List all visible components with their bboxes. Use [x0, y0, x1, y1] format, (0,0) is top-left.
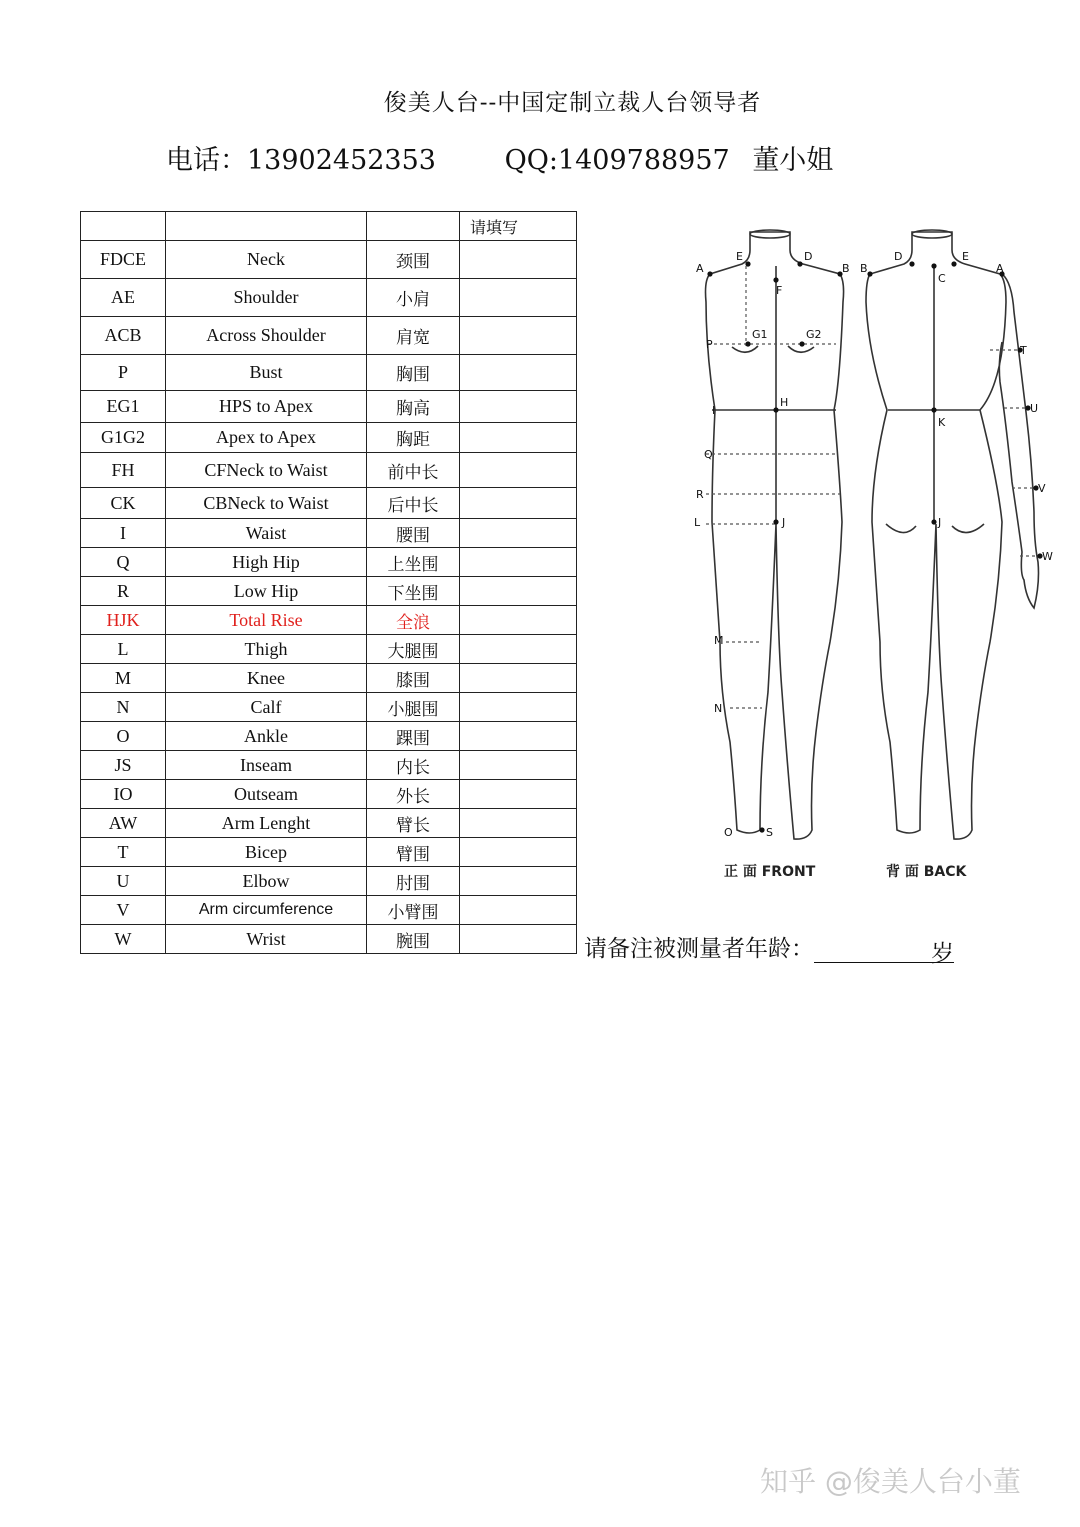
- english-cell: Calf: [166, 693, 367, 722]
- svg-text:F: F: [776, 284, 783, 297]
- english-cell: Outseam: [166, 780, 367, 809]
- fill-in-header: 请填写: [460, 212, 577, 241]
- chinese-cell: 胸高: [367, 391, 460, 423]
- table-row: [81, 925, 577, 954]
- fill-in-cell[interactable]: [460, 519, 577, 548]
- chinese-cell: 小肩: [367, 279, 460, 317]
- english-cell: Elbow: [166, 867, 367, 896]
- chinese-cell: 前中长: [367, 453, 460, 488]
- table-row: [81, 635, 577, 664]
- chinese-cell: 肩宽: [367, 317, 460, 355]
- table-row: [81, 693, 577, 722]
- english-cell: CFNeck to Waist: [166, 453, 367, 488]
- svg-text:S: S: [766, 826, 773, 839]
- chinese-cell: 臂围: [367, 838, 460, 867]
- fill-in-cell[interactable]: [460, 867, 577, 896]
- code-cell: FDCE: [81, 241, 166, 279]
- english-cell: Shoulder: [166, 279, 367, 317]
- chinese-cell: 内长: [367, 751, 460, 780]
- chinese-cell: 胸距: [367, 423, 460, 453]
- english-cell: Ankle: [166, 722, 367, 751]
- code-cell: IO: [81, 780, 166, 809]
- svg-text:R: R: [696, 488, 704, 501]
- code-cell: JS: [81, 751, 166, 780]
- code-cell: M: [81, 664, 166, 693]
- fill-in-cell[interactable]: [460, 664, 577, 693]
- code-cell: CK: [81, 488, 166, 519]
- fill-in-cell[interactable]: [460, 838, 577, 867]
- code-cell: O: [81, 722, 166, 751]
- svg-text:Q: Q: [704, 448, 713, 461]
- code-cell: N: [81, 693, 166, 722]
- svg-text:K: K: [938, 416, 946, 429]
- age-label: 请备注被测量者年龄：: [584, 936, 814, 962]
- fill-in-cell[interactable]: [460, 635, 577, 664]
- dress-form-diagram: [690, 222, 1062, 892]
- svg-text:O: O: [724, 826, 733, 839]
- code-cell: AW: [81, 809, 166, 838]
- code-cell: W: [81, 925, 166, 954]
- table-row: [81, 488, 577, 519]
- fill-in-cell[interactable]: [460, 606, 577, 635]
- table-row: [81, 453, 577, 488]
- table-row: [81, 896, 577, 925]
- svg-text:C: C: [938, 272, 946, 285]
- table-row: [81, 577, 577, 606]
- svg-text:U: U: [1030, 402, 1039, 415]
- table-row: [81, 355, 577, 391]
- fill-in-cell[interactable]: [460, 577, 577, 606]
- code-cell: P: [81, 355, 166, 391]
- svg-text:D: D: [894, 250, 903, 263]
- svg-text:D: D: [804, 250, 813, 263]
- svg-text:H: H: [780, 396, 789, 409]
- code-cell: FH: [81, 453, 166, 488]
- table-header-row: [81, 212, 577, 241]
- svg-text:B: B: [842, 262, 850, 275]
- fill-in-cell[interactable]: [460, 241, 577, 279]
- code-cell: Q: [81, 548, 166, 577]
- back-body-outline: [866, 232, 1006, 839]
- front-label: 正 面 FRONT: [724, 864, 816, 880]
- fill-in-cell[interactable]: [460, 751, 577, 780]
- svg-text:A: A: [696, 262, 704, 275]
- chinese-cell: 腰围: [367, 519, 460, 548]
- code-cell: HJK: [81, 606, 166, 635]
- english-cell: Arm circumference: [166, 896, 367, 925]
- code-cell: V: [81, 896, 166, 925]
- watermark: 知乎 @俊美人台小董: [760, 1465, 1021, 1498]
- chinese-cell: 外长: [367, 780, 460, 809]
- english-cell: Thigh: [166, 635, 367, 664]
- svg-text:G1: G1: [752, 328, 768, 341]
- fill-in-cell[interactable]: [460, 279, 577, 317]
- table-row: [81, 751, 577, 780]
- english-cell: Waist: [166, 519, 367, 548]
- table-row: [81, 423, 577, 453]
- code-cell: U: [81, 867, 166, 896]
- table-row: [81, 838, 577, 867]
- front-body-outline: [706, 232, 844, 839]
- svg-text:E: E: [736, 250, 743, 263]
- table-row: [81, 317, 577, 355]
- code-cell: L: [81, 635, 166, 664]
- fill-in-cell[interactable]: [460, 317, 577, 355]
- fill-in-cell[interactable]: [460, 423, 577, 453]
- code-cell: T: [81, 838, 166, 867]
- fill-in-cell[interactable]: [460, 780, 577, 809]
- svg-text:M: M: [714, 634, 724, 647]
- contact-name: 董小姐: [752, 145, 834, 176]
- page-title: 俊美人台--中国定制立裁人台领导者: [383, 90, 762, 116]
- svg-text:J: J: [782, 516, 786, 529]
- code-cell: AE: [81, 279, 166, 317]
- table-row: [81, 722, 577, 751]
- svg-text:P: P: [706, 338, 713, 351]
- svg-text:G2: G2: [806, 328, 822, 341]
- svg-text:B: B: [860, 262, 868, 275]
- english-cell: Neck: [166, 241, 367, 279]
- table-row: [81, 548, 577, 577]
- svg-text:L: L: [694, 516, 701, 529]
- measurement-table: [80, 211, 577, 954]
- code-cell: ACB: [81, 317, 166, 355]
- chinese-cell: 膝围: [367, 664, 460, 693]
- table-row: [81, 606, 577, 635]
- chinese-cell: 小臂围: [367, 896, 460, 925]
- fill-in-cell[interactable]: [460, 355, 577, 391]
- english-cell: High Hip: [166, 548, 367, 577]
- svg-text:E: E: [962, 250, 969, 263]
- fill-in-cell[interactable]: [460, 391, 577, 423]
- english-cell: Bust: [166, 355, 367, 391]
- svg-text:N: N: [714, 702, 723, 715]
- chinese-cell: 踝围: [367, 722, 460, 751]
- qq-text: QQ:1409788957: [504, 145, 730, 176]
- chinese-cell: 大腿围: [367, 635, 460, 664]
- table-row: [81, 664, 577, 693]
- table-row: [81, 780, 577, 809]
- chinese-cell: 腕围: [367, 925, 460, 954]
- age-note: [584, 930, 954, 967]
- chinese-cell: 小腿围: [367, 693, 460, 722]
- english-cell: Arm Lenght: [166, 809, 367, 838]
- english-cell: HPS to Apex: [166, 391, 367, 423]
- svg-text:W: W: [1042, 550, 1053, 563]
- fill-in-cell[interactable]: [460, 722, 577, 751]
- chinese-cell: 上坐围: [367, 548, 460, 577]
- table-row: [81, 867, 577, 896]
- table-row: [81, 241, 577, 279]
- svg-text:T: T: [1020, 344, 1027, 357]
- fill-in-cell[interactable]: [460, 693, 577, 722]
- svg-text:I: I: [712, 404, 716, 417]
- age-input-line[interactable]: [814, 935, 954, 967]
- fill-in-cell[interactable]: [460, 809, 577, 838]
- english-cell: Inseam: [166, 751, 367, 780]
- chinese-cell: 后中长: [367, 488, 460, 519]
- chinese-cell: 全浪: [367, 606, 460, 635]
- table-row: [81, 519, 577, 548]
- chinese-cell: 胸围: [367, 355, 460, 391]
- chinese-cell: 颈围: [367, 241, 460, 279]
- fill-in-cell[interactable]: [460, 548, 577, 577]
- back-label: 背 面 BACK: [886, 864, 967, 880]
- chinese-cell: 臂长: [367, 809, 460, 838]
- english-cell: Bicep: [166, 838, 367, 867]
- code-cell: R: [81, 577, 166, 606]
- svg-text:A: A: [996, 262, 1004, 275]
- table-row: [81, 809, 577, 838]
- fill-in-cell[interactable]: [460, 453, 577, 488]
- english-cell: Across Shoulder: [166, 317, 367, 355]
- svg-text:J: J: [938, 516, 942, 529]
- english-cell: Apex to Apex: [166, 423, 367, 453]
- chinese-cell: 下坐围: [367, 577, 460, 606]
- english-cell: Total Rise: [166, 606, 367, 635]
- english-cell: Low Hip: [166, 577, 367, 606]
- fill-in-cell[interactable]: [460, 488, 577, 519]
- code-cell: EG1: [81, 391, 166, 423]
- english-cell: Knee: [166, 664, 367, 693]
- age-unit: 岁: [931, 941, 954, 967]
- english-cell: Wrist: [166, 925, 367, 954]
- phone-text: 电话：13902452353: [166, 145, 436, 176]
- chinese-cell: 肘围: [367, 867, 460, 896]
- contact-line: [166, 138, 833, 177]
- english-cell: CBNeck to Waist: [166, 488, 367, 519]
- svg-text:V: V: [1038, 482, 1046, 495]
- table-row: [81, 391, 577, 423]
- code-cell: G1G2: [81, 423, 166, 453]
- code-cell: I: [81, 519, 166, 548]
- table-row: [81, 279, 577, 317]
- fill-in-cell[interactable]: [460, 896, 577, 925]
- fill-in-cell[interactable]: [460, 925, 577, 954]
